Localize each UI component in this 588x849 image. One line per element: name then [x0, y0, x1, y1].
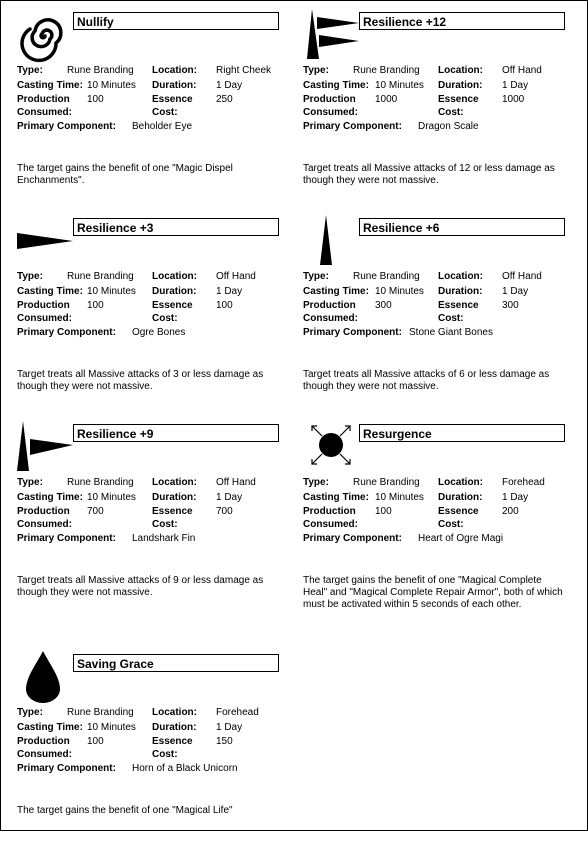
- cost-label: Cost:: [152, 519, 178, 530]
- type-value: Rune Branding: [67, 65, 134, 76]
- casting-time-label: Casting Time:: [17, 286, 83, 297]
- rune-description: The target gains the benefit of one "Magical Life": [17, 805, 233, 816]
- duration-label: Duration:: [152, 492, 197, 503]
- consumed-label: Consumed:: [303, 519, 358, 530]
- duration-value: 1 Day: [502, 492, 529, 503]
- essence-label: Essence: [438, 94, 479, 105]
- essence-value: 100: [216, 300, 233, 311]
- production-value: 100: [87, 94, 104, 105]
- type-value: Rune Branding: [67, 271, 134, 282]
- primary-component-label: Primary Component:: [17, 327, 116, 338]
- duration-label: Duration:: [438, 80, 483, 91]
- rune-description: The target gains the benefit of one "Magic Dispel Enchanments".: [17, 163, 233, 186]
- casting-time-label: Casting Time:: [303, 286, 369, 297]
- essence-value: 300: [502, 300, 519, 311]
- essence-value: 1000: [502, 94, 525, 105]
- primary-component-value: Dragon Scale: [418, 121, 479, 132]
- casting-time-value: 10 Minutes: [375, 492, 424, 503]
- duration-label: Duration:: [438, 492, 483, 503]
- cost-label: Cost:: [438, 313, 464, 324]
- duration-value: 1 Day: [502, 80, 529, 91]
- rune-card-resilience-6: [303, 213, 573, 413]
- consumed-label: Consumed:: [303, 313, 358, 324]
- type-label: Type:: [17, 477, 43, 488]
- type-label: Type:: [17, 271, 43, 282]
- rune-title: Resilience +12: [359, 12, 565, 30]
- primary-component-label: Primary Component:: [17, 533, 116, 544]
- type-value: Rune Branding: [67, 477, 134, 488]
- production-label: Production: [303, 506, 356, 517]
- type-label: Type:: [17, 65, 43, 76]
- primary-component-label: Primary Component:: [303, 533, 402, 544]
- cost-label: Cost:: [152, 749, 178, 760]
- type-label: Type:: [303, 271, 329, 282]
- type-label: Type:: [17, 707, 43, 718]
- essence-label: Essence: [152, 506, 193, 517]
- location-label: Location:: [438, 271, 483, 282]
- rune-fields: [17, 475, 287, 546]
- primary-component-value: Stone Giant Bones: [409, 327, 493, 338]
- primary-component-label: Primary Component:: [303, 121, 402, 132]
- casting-time-value: 10 Minutes: [87, 492, 136, 503]
- primary-component-value: Landshark Fin: [132, 533, 196, 544]
- rune-title: Saving Grace: [73, 654, 279, 672]
- cost-label: Cost:: [438, 107, 464, 118]
- consumed-label: Consumed:: [17, 107, 72, 118]
- rune-card-resilience-9: [17, 419, 287, 619]
- rune-card-resurgence: [303, 419, 573, 619]
- rune-description: Target treats all Massive attacks of 12 or less damage as though they were not massive.: [303, 163, 555, 186]
- essence-label: Essence: [152, 736, 193, 747]
- location-value: Off Hand: [502, 271, 542, 282]
- type-value: Rune Branding: [67, 707, 134, 718]
- essence-label: Essence: [438, 300, 479, 311]
- production-value: 100: [375, 506, 392, 517]
- primary-component-label: Primary Component:: [303, 327, 402, 338]
- casting-time-value: 10 Minutes: [87, 722, 136, 733]
- spiral-icon: [17, 7, 73, 63]
- rune-fields: [17, 63, 287, 134]
- rune-card-resilience-12: [303, 7, 573, 207]
- type-value: Rune Branding: [353, 65, 420, 76]
- production-value: 100: [87, 736, 104, 747]
- production-label: Production: [17, 300, 70, 311]
- production-label: Production: [17, 736, 70, 747]
- duration-label: Duration:: [438, 286, 483, 297]
- consumed-label: Consumed:: [17, 519, 72, 530]
- rune-title: Resilience +9: [73, 424, 279, 442]
- consumed-label: Consumed:: [17, 749, 72, 760]
- location-label: Location:: [438, 65, 483, 76]
- rune-fields: [303, 475, 573, 546]
- essence-value: 150: [216, 736, 233, 747]
- spike-cluster-icon: [303, 7, 359, 63]
- duration-label: Duration:: [152, 80, 197, 91]
- rune-title: Resilience +6: [359, 218, 565, 236]
- cost-label: Cost:: [152, 313, 178, 324]
- primary-component-value: Ogre Bones: [132, 327, 186, 338]
- location-value: Right Cheek: [216, 65, 272, 76]
- essence-value: 200: [502, 506, 519, 517]
- rune-fields: [303, 63, 573, 134]
- casting-time-label: Casting Time:: [303, 80, 369, 91]
- production-label: Production: [17, 94, 70, 105]
- location-label: Location:: [152, 707, 197, 718]
- type-label: Type:: [303, 65, 329, 76]
- location-label: Location:: [152, 271, 197, 282]
- double-spike-icon: [17, 419, 73, 475]
- duration-value: 1 Day: [502, 286, 529, 297]
- essence-label: Essence: [152, 300, 193, 311]
- duration-label: Duration:: [152, 286, 197, 297]
- production-label: Production: [303, 300, 356, 311]
- primary-component-value: Heart of Ogre Magi: [418, 533, 504, 544]
- burst-circle-icon: [303, 419, 359, 475]
- casting-time-value: 10 Minutes: [375, 286, 424, 297]
- cost-label: Cost:: [438, 519, 464, 530]
- primary-component-label: Primary Component:: [17, 763, 116, 774]
- type-value: Rune Branding: [353, 477, 420, 488]
- rune-card-nullify: [17, 7, 287, 207]
- location-label: Location:: [438, 477, 483, 488]
- location-label: Location:: [152, 477, 197, 488]
- casting-time-label: Casting Time:: [17, 80, 83, 91]
- type-label: Type:: [303, 477, 329, 488]
- rune-description: Target treats all Massive attacks of 3 or less damage as though they were not massive.: [17, 369, 264, 392]
- production-value: 1000: [375, 94, 398, 105]
- primary-component-value: Horn of a Black Unicorn: [132, 763, 238, 774]
- consumed-label: Consumed:: [17, 313, 72, 324]
- location-value: Forehead: [216, 707, 259, 718]
- rune-card-saving-grace: [17, 649, 287, 849]
- casting-time-label: Casting Time:: [303, 492, 369, 503]
- production-label: Production: [303, 94, 356, 105]
- duration-value: 1 Day: [216, 492, 243, 503]
- essence-value: 250: [216, 94, 233, 105]
- production-label: Production: [17, 506, 70, 517]
- cost-label: Cost:: [152, 107, 178, 118]
- casting-time-value: 10 Minutes: [87, 80, 136, 91]
- essence-label: Essence: [438, 506, 479, 517]
- duration-value: 1 Day: [216, 722, 243, 733]
- casting-time-label: Casting Time:: [17, 492, 83, 503]
- location-label: Location:: [152, 65, 197, 76]
- location-value: Off Hand: [502, 65, 542, 76]
- rune-fields: [303, 269, 573, 340]
- rune-fields: [17, 269, 287, 340]
- essence-value: 700: [216, 506, 233, 517]
- primary-component-value: Beholder Eye: [132, 121, 193, 132]
- production-value: 100: [87, 300, 104, 311]
- duration-value: 1 Day: [216, 80, 243, 91]
- rune-title: Resurgence: [359, 424, 565, 442]
- rune-title: Nullify: [73, 12, 279, 30]
- casting-time-value: 10 Minutes: [87, 286, 136, 297]
- teardrop-icon: [17, 649, 73, 705]
- horizontal-spike-icon: [17, 213, 73, 269]
- primary-component-label: Primary Component:: [17, 121, 116, 132]
- duration-label: Duration:: [152, 722, 197, 733]
- production-value: 700: [87, 506, 104, 517]
- location-value: Off Hand: [216, 271, 256, 282]
- vertical-spike-icon: [303, 213, 359, 269]
- rune-title: Resilience +3: [73, 218, 279, 236]
- production-value: 300: [375, 300, 392, 311]
- type-value: Rune Branding: [353, 271, 420, 282]
- rune-description: The target gains the benefit of one "Magical Complete Heal" and "Magical Complete Repair Armor", both of which must be activated within 5 seconds of each other.: [303, 575, 563, 610]
- duration-value: 1 Day: [216, 286, 243, 297]
- rune-description: Target treats all Massive attacks of 9 or less damage as though they were not massive.: [17, 575, 264, 598]
- essence-label: Essence: [152, 94, 193, 105]
- location-value: Forehead: [502, 477, 545, 488]
- rune-card-resilience-3: [17, 213, 287, 413]
- casting-time-label: Casting Time:: [17, 722, 83, 733]
- casting-time-value: 10 Minutes: [375, 80, 424, 91]
- rune-description: Target treats all Massive attacks of 6 or less damage as though they were not massive.: [303, 369, 550, 392]
- location-value: Off Hand: [216, 477, 256, 488]
- rune-fields: [17, 705, 287, 776]
- consumed-label: Consumed:: [303, 107, 358, 118]
